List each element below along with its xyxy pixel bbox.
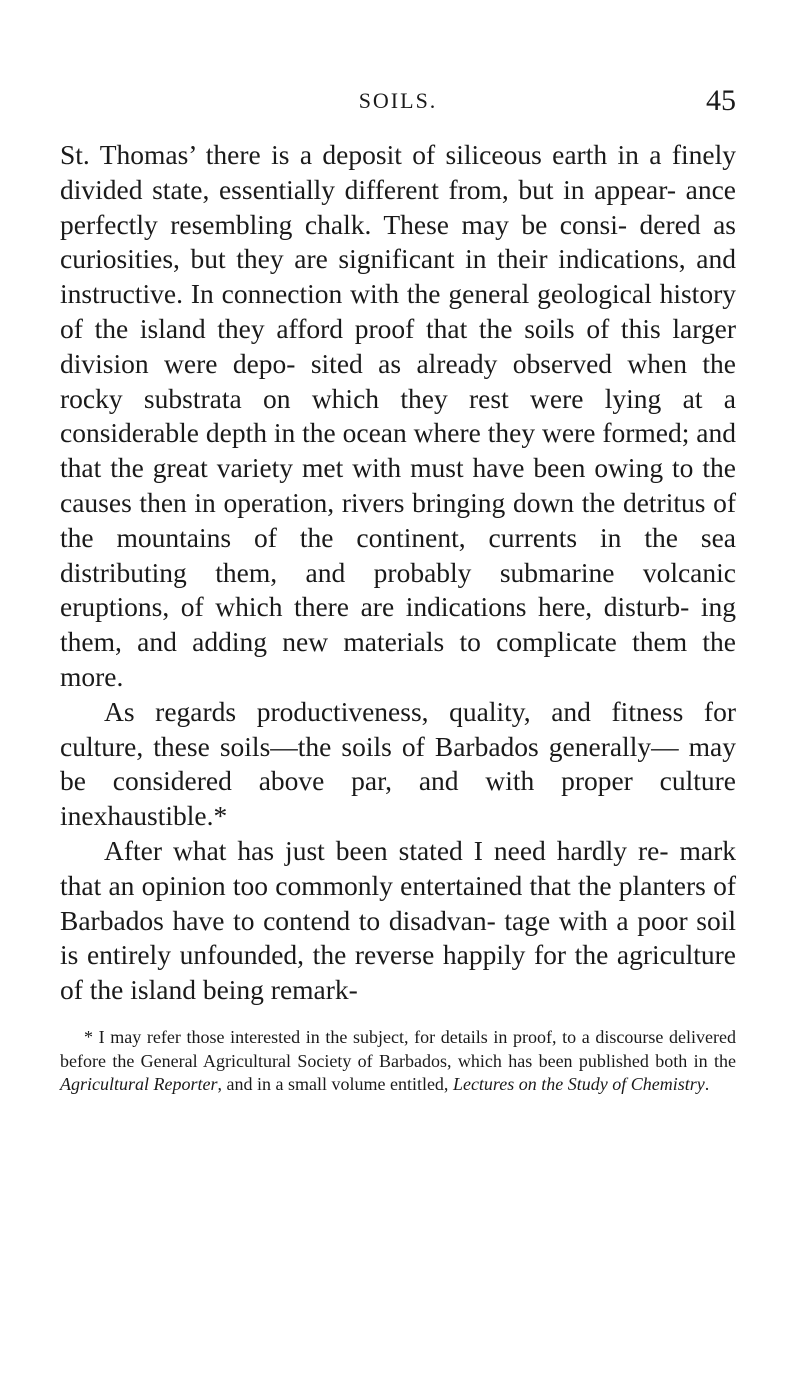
footnote	[60, 1026, 736, 1097]
footnote-text: * I may refer those interested in the subject, for details in proof, to a discourse delivered before the General Agricultural Society of Barbados, which has been published both in the	[60, 1027, 736, 1071]
footnote-text: , and in a small volume entitled,	[217, 1074, 453, 1094]
running-title: SOILS.	[358, 88, 438, 113]
book-page	[60, 0, 740, 1385]
running-head	[60, 84, 736, 124]
footnote-book-title: Lectures on the Study of Chemistry	[452, 1074, 705, 1094]
page-number: 45	[706, 84, 736, 117]
footnote-paragraph	[60, 1026, 736, 1097]
paragraph: As regards productiveness, quality, and fitness for culture, these soils—the soils of Barbados generally— may be considered above par, and with proper culture inexhaustible.*	[60, 695, 736, 832]
body-text	[60, 138, 736, 1008]
footnote-reporter-title: Agricultural Reporter	[60, 1074, 218, 1094]
footnote-text: .	[704, 1074, 710, 1094]
paragraph: After what has just been stated I need hardly re- mark that an opinion too commonly entertained that the planters of Barbados have to contend to disadvan- tage with a poor soil is entirely unfounded, the reverse happily for the agriculture of the island being remark-	[60, 834, 736, 1006]
paragraph: St. Thomas’ there is a deposit of siliceous earth in a finely divided state, essentially different from, but in appear- ance perfectly resembling chalk. These may be consi- dered as curiosities, but they are significant in their indications, and instructive. In connection with the general geological history of the island they afford proof that the soils of this larger division were depo- sited as already observed when the rocky substrata on which they rest were lying at a considerable depth in the ocean where they were formed; and that the great variety met with must have been owing to the causes then in operation, rivers bringing down the detritus of the mountains of the continent, currents in the sea distributing them, and probably submarine volcanic eruptions, of which there are indications here, disturb- ing them, and adding new materials to complicate them the more.	[60, 139, 736, 692]
